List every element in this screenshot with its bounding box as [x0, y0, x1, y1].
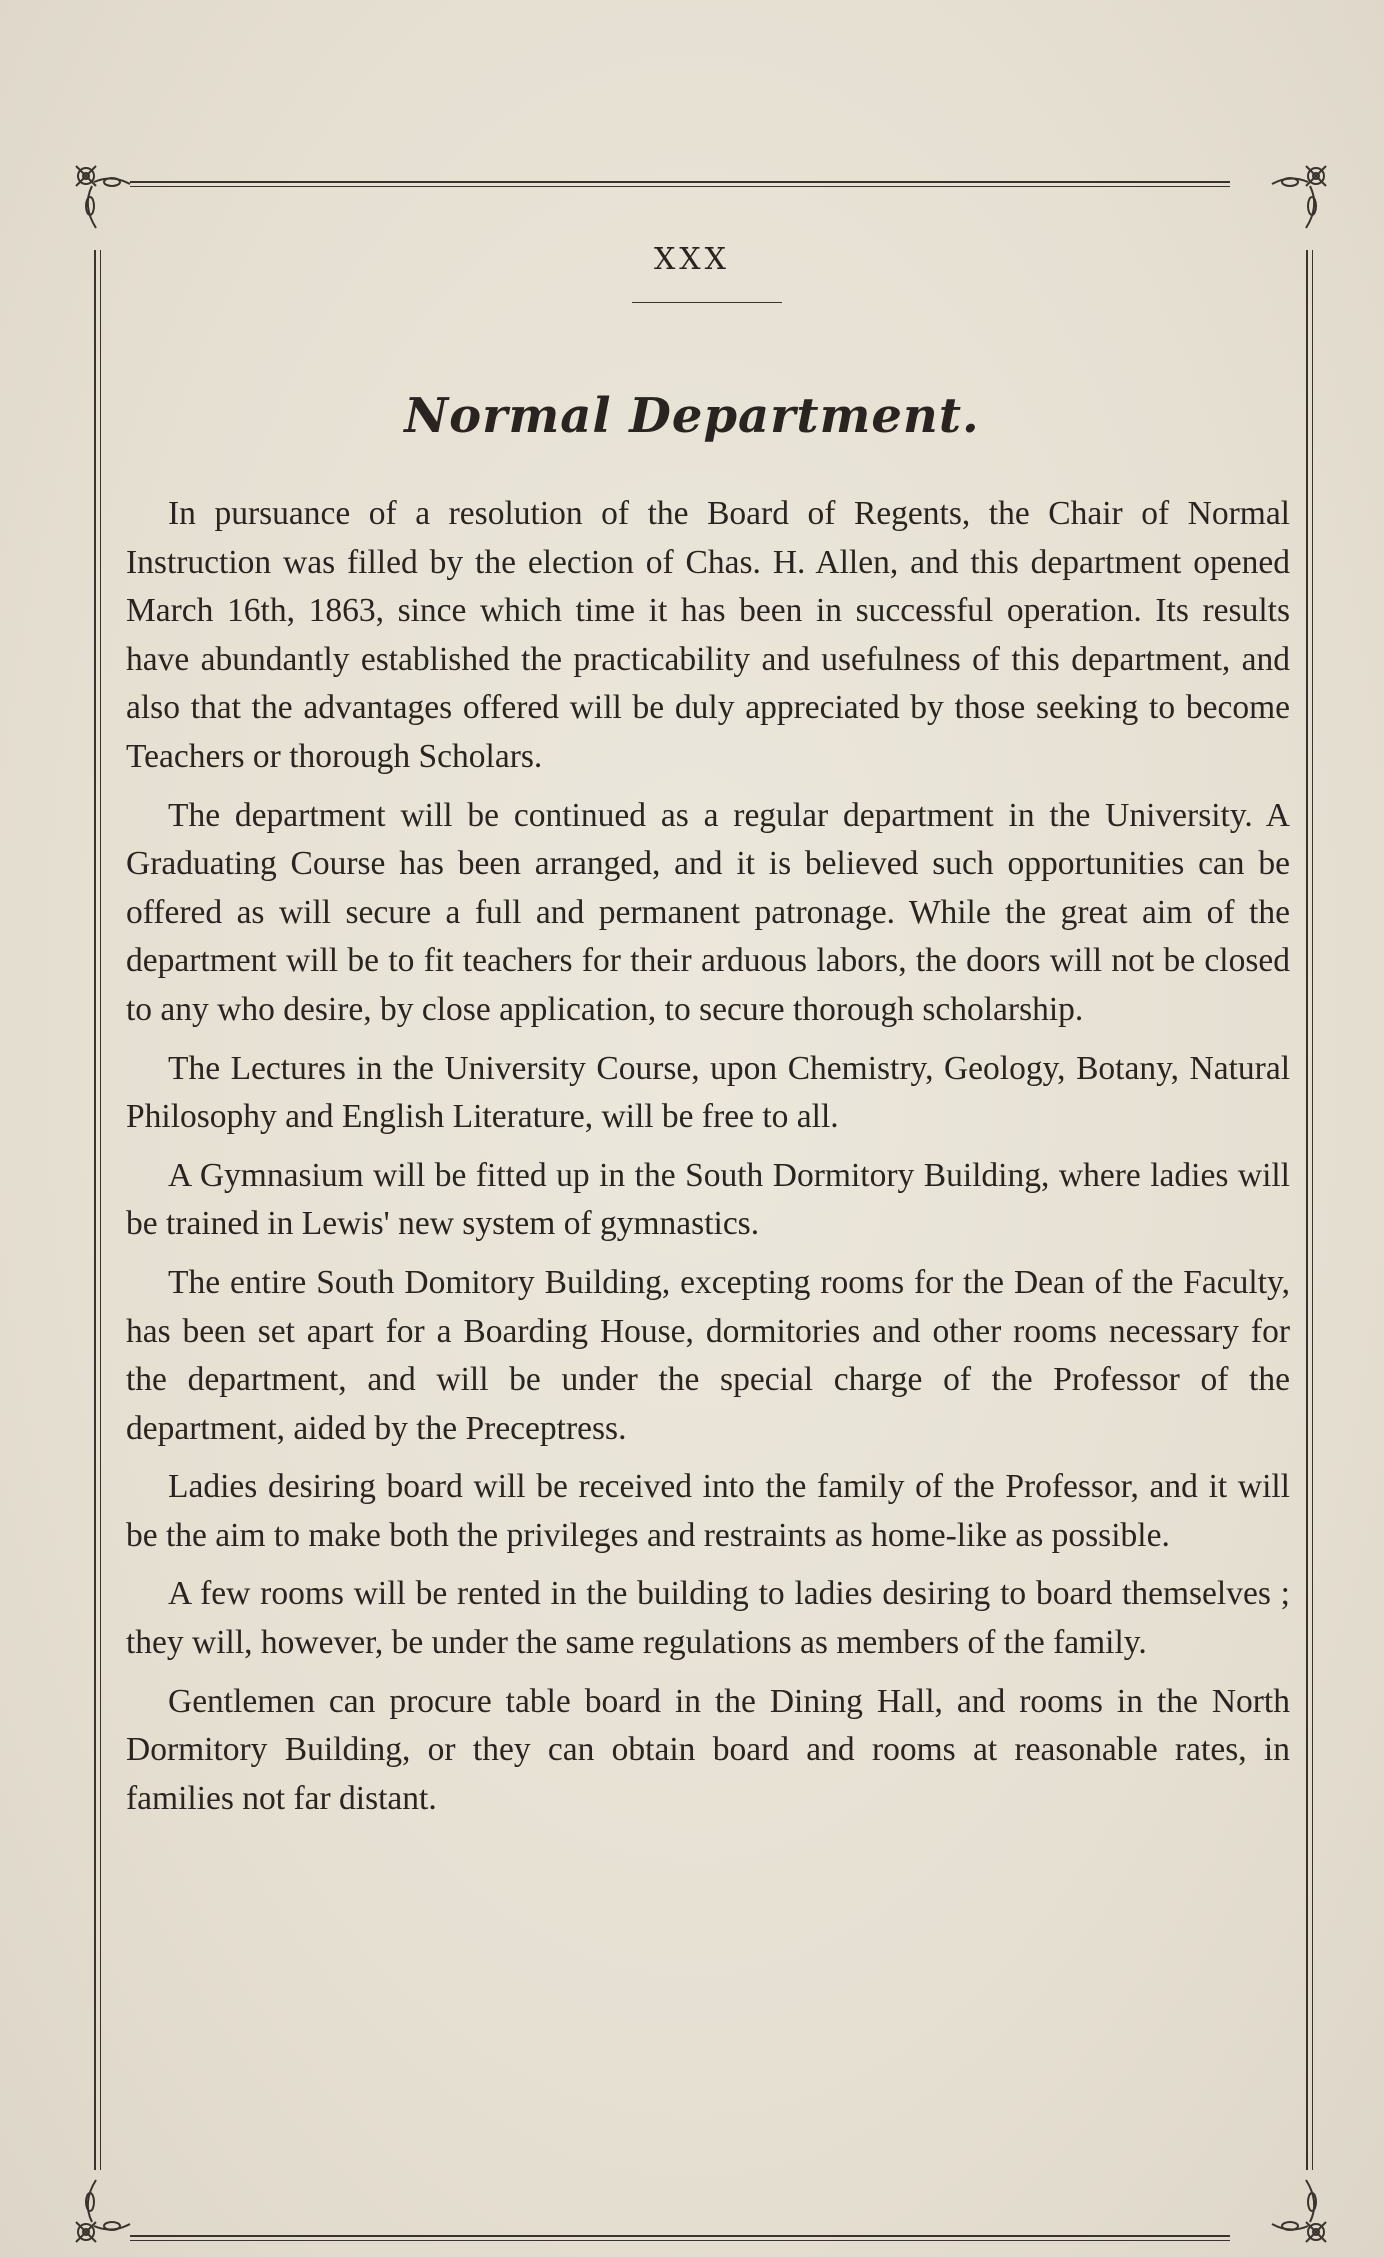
- ornamental-corner-icon: [72, 2176, 132, 2246]
- paragraph: The Lectures in the University Course, upon Chemistry, Geology, Botany, Natural Philosophy and English Literature, will be free to all.: [126, 1049, 1290, 1136]
- paragraph: A few rooms will be rented in the building to ladies desiring to board themselves ; they will, however, be under the same regulations as members of the family.: [126, 1575, 1290, 1662]
- border-top-rule: [130, 178, 1230, 192]
- paragraph: The department will be continued as a regular department in the University. A Graduating Course has been arranged, and it is believed such opportunities can be offered as will secure a full and permanent patronage. While the great aim of the department will be to fit teachers for their arduous labors, the doors will not be closed to any who desire, by close application, to secure thorough scholarship.: [126, 796, 1290, 1028]
- ornamental-corner-icon: [1270, 2176, 1330, 2246]
- page-title: Normal Department.: [404, 388, 980, 444]
- border-bottom-rule: [130, 2232, 1230, 2246]
- paragraph: Ladies desiring board will be received into the family of the Professor, and it will be the aim to make both the privileges and restraints as home-like as possible.: [126, 1468, 1290, 1554]
- page-number-rule: [632, 302, 782, 303]
- paragraph: In pursuance of a resolution of the Board of Regents, the Chair of Normal Instruction was filled by the election of Chas. H. Allen, and this department opened March 16th, 1863, since which time it has been in successful operation. Its results have abundantly established the practicability and usefulness of this department, and also that the advantages offered will be duly appreciated by those seeking to become Teachers or thorough Scholars.: [126, 495, 1290, 775]
- border-left-rule: [94, 250, 104, 2170]
- paragraph: A Gymnasium will be fitted up in the South Dormitory Building, where ladies will be trained in Lewis' new system of gymnastics.: [126, 1156, 1290, 1243]
- paragraph: The entire South Domitory Building, excepting rooms for the Dean of the Faculty, has been set apart for a Boarding House, dormitories and other rooms necessary for the department, and will be under the special charge of the Professor of the department, aided by the Preceptress.: [126, 1263, 1290, 1447]
- ornamental-corner-icon: [1270, 162, 1330, 232]
- ornamental-corner-icon: [72, 162, 132, 232]
- page-number: XXX: [653, 242, 731, 277]
- border-right-rule: [1306, 250, 1316, 2170]
- body-text: [126, 490, 1290, 1833]
- paragraph: Gentlemen can procure table board in the Dining Hall, and rooms in the North Dormitory Building, or they can obtain board and rooms at reasonable rates, in families not far distant.: [126, 1682, 1290, 1817]
